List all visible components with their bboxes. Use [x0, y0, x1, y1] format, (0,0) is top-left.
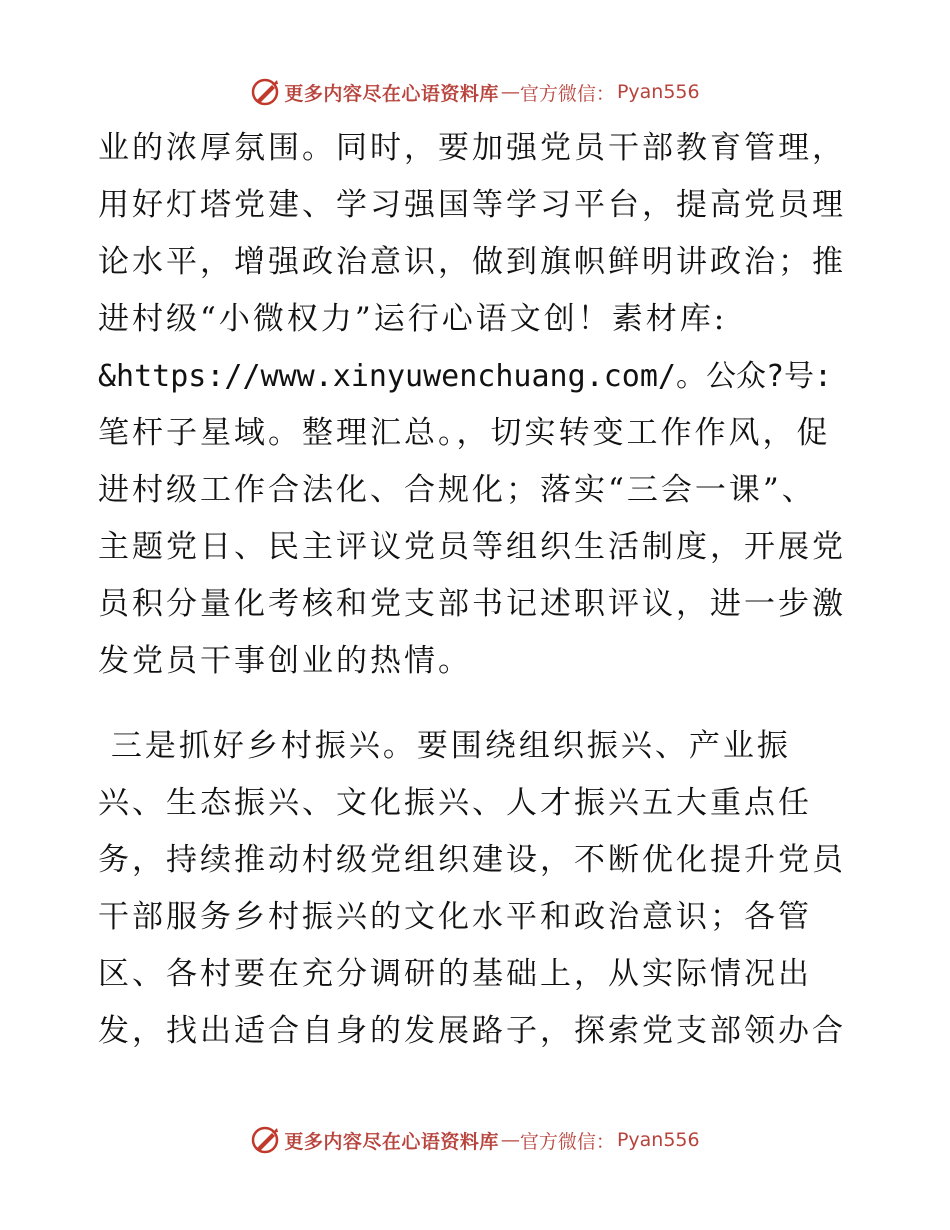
header-watermark	[0, 72, 950, 112]
paragraph-2	[98, 718, 858, 1060]
watermark-brand: 更多内容尽在心语资料库	[284, 82, 499, 105]
text-line: 论水平，增强政治意识，做到旗帜鲜明讲政治；推	[98, 244, 846, 280]
text-line: 发党员干事创业的热情。	[98, 643, 472, 679]
text-line-url: &https://www.xinyuwenchuang.com/。公众?号:	[98, 359, 833, 394]
text-line: 业的浓厚氛围。同时，要加强党员干部教育管理，	[98, 130, 846, 166]
watermark-separator: —	[500, 1129, 518, 1151]
watermark-wechat-id: Pyan556	[616, 81, 700, 103]
watermark-brand: 更多内容尽在心语资料库	[284, 1130, 499, 1153]
text-line: 进村级工作合法化、合规化；落实“三会一课”、	[98, 472, 816, 508]
watermark-separator: —	[500, 81, 518, 103]
text-line: 员积分量化考核和党支部书记述职评议，进一步激	[98, 586, 846, 622]
text-line: 三是抓好乡村振兴。要围绕组织振兴、产业振	[98, 728, 791, 764]
text-line: 发，找出适合自身的发展路子，探索党支部领办合	[98, 1013, 846, 1049]
text-line: 兴、生态振兴、文化振兴、人才振兴五大重点任	[98, 785, 812, 821]
watermark-wechat-id: Pyan556	[616, 1129, 700, 1151]
paragraph-1	[98, 120, 858, 690]
quill-logo-icon	[250, 77, 280, 107]
text-line: 务，持续推动村级党组织建设，不断优化提升党员	[98, 842, 846, 878]
text-line: 干部服务乡村振兴的文化水平和政治意识；各管	[98, 899, 812, 935]
text-line: 笔杆子星域。整理汇总。，切实转变工作作风，促	[98, 415, 831, 451]
watermark-wechat-label: 官方微信：	[519, 82, 615, 105]
quill-logo-icon	[250, 1125, 280, 1155]
text-line: 区、各村要在充分调研的基础上，从实际情况出	[98, 956, 812, 992]
text-line: 用好灯塔党建、学习强国等学习平台，提高党员理	[98, 187, 846, 223]
text-line: 进村级“小微权力”运行心语文创！素材库:	[98, 301, 728, 337]
footer-watermark	[0, 1120, 950, 1160]
watermark-wechat-label: 官方微信：	[519, 1130, 615, 1153]
text-line: 主题党日、民主评议党员等组织生活制度，开展党	[98, 529, 846, 565]
